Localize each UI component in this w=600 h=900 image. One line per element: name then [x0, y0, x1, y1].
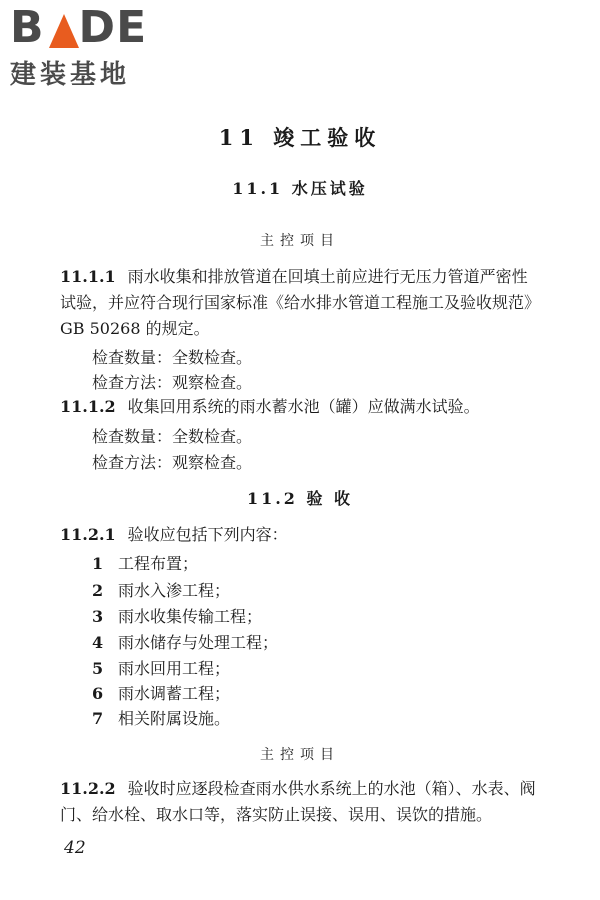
clause-number: 11.2.2 [60, 779, 116, 798]
clause-11-2-2 [60, 776, 540, 828]
list-item-number: 6 [92, 684, 104, 703]
list-item-text: 雨水回用工程； [118, 659, 231, 678]
list-item-text: 相关附属设施。 [118, 709, 231, 728]
check-method-1: 检查方法：观察检查。 [92, 373, 253, 392]
list-item-number: 2 [92, 581, 104, 600]
list-item [92, 551, 198, 574]
check-quantity-2: 检查数量：全数检查。 [92, 427, 253, 446]
section-title-11-2: 11.2 验 收 [246, 489, 354, 508]
clause-11-2-1 [60, 522, 540, 548]
list-item-number: 3 [92, 607, 104, 626]
list-item-number: 5 [92, 659, 104, 678]
list-item [92, 706, 230, 729]
clause-11-1-2 [60, 394, 540, 420]
list-item [92, 604, 262, 627]
clause-text: 验收时应逐段检查雨水供水系统上的水池（箱）、水表、阀门、给水栓、取水口等，落实防止误接、误用、误饮的措施。 [60, 779, 536, 824]
clause-number: 11.2.1 [60, 525, 116, 544]
logo-triangle-icon [49, 14, 79, 48]
list-item-text: 雨水调蓄工程； [118, 684, 231, 703]
list-item [92, 630, 278, 653]
clause-11-1-1 [60, 264, 540, 342]
clause-text: 雨水收集和排放管道在回填土前应进行无压力管道严密性试验，并应符合现行国家标准《给水排水管道工程施工及验收规范》GB 50268 的规定。 [60, 267, 541, 338]
list-item [92, 656, 230, 679]
list-item-text: 雨水收集传输工程； [118, 607, 263, 626]
logo-letter-b: B [10, 2, 45, 53]
clause-number: 11.1.1 [60, 267, 116, 286]
page-number: 42 [64, 838, 86, 858]
list-item-number: 1 [92, 554, 104, 573]
subhead-main-control-1: 主控项目 [260, 233, 340, 249]
section-title-11-1: 11.1 水压试验 [232, 179, 368, 198]
check-method-2: 检查方法：观察检查。 [92, 453, 253, 472]
check-quantity-1: 检查数量：全数检查。 [92, 348, 253, 367]
list-item [92, 681, 230, 704]
clause-number: 11.1.2 [60, 397, 116, 416]
list-item-number: 7 [92, 709, 104, 728]
list-item-text: 工程布置； [118, 554, 199, 573]
logo [10, 4, 180, 90]
subhead-main-control-2: 主控项目 [260, 747, 340, 763]
list-item-number: 4 [92, 633, 104, 652]
list-item [92, 578, 230, 601]
list-item-text: 雨水入渗工程； [118, 581, 231, 600]
clause-text: 验收应包括下列内容： [127, 525, 288, 544]
logo-subtitle: 建装基地 [10, 60, 131, 90]
logo-letters-de: DE [78, 2, 148, 53]
chapter-title: 11 竣工验收 [218, 125, 382, 150]
clause-text: 收集回用系统的雨水蓄水池（罐）应做满水试验。 [127, 397, 480, 416]
list-item-text: 雨水储存与处理工程； [118, 633, 279, 652]
